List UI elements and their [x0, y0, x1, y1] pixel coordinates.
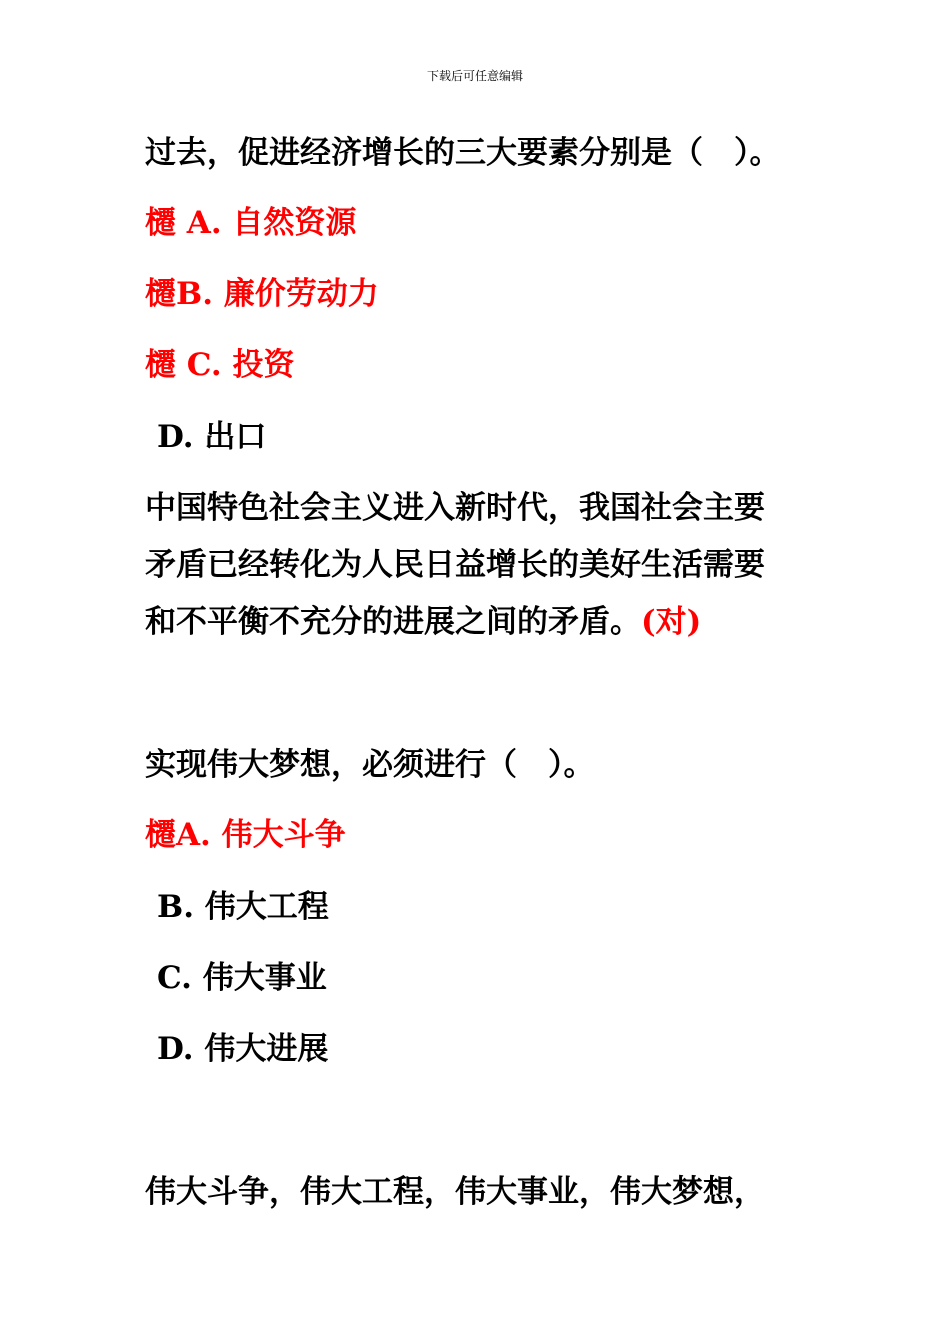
q1-option-b-correct: 櫏B. 廉价劳动力: [145, 276, 379, 312]
question-2-line-3: [145, 602, 701, 642]
q1-option-a-correct: 櫏 A. 自然资源: [145, 205, 357, 241]
question-2-line-3-text: 和不平衡不充分的进展之间的矛盾。: [145, 604, 641, 640]
q1-option-c-correct: 櫏 C. 投资: [145, 347, 295, 383]
question-4-partial-line: 伟大斗争，伟大工程，伟大事业，伟大梦想，: [145, 1174, 765, 1210]
question-2-line-1: 中国特色社会主义进入新时代，我国社会主要: [145, 490, 765, 526]
q3-option-b: B. 伟大工程: [157, 889, 329, 925]
q3-option-c: C. 伟大事业: [157, 960, 327, 996]
question-2-line-2: 矛盾已经转化为人民日益增长的美好生活需要: [145, 547, 765, 583]
q3-option-a-correct: 櫏A. 伟大斗争: [145, 817, 346, 853]
q3-option-d: D. 伟大进展: [157, 1031, 329, 1067]
question-2-answer: (对): [641, 604, 702, 640]
q1-option-d: D. 出口: [157, 419, 267, 455]
page-header: 下载后可任意编辑: [426, 69, 523, 83]
question-3-text: 实现伟大梦想，必须进行（ ）。: [145, 747, 595, 783]
question-1-text: 过去，促进经济增长的三大要素分别是（ ）。: [145, 135, 781, 171]
